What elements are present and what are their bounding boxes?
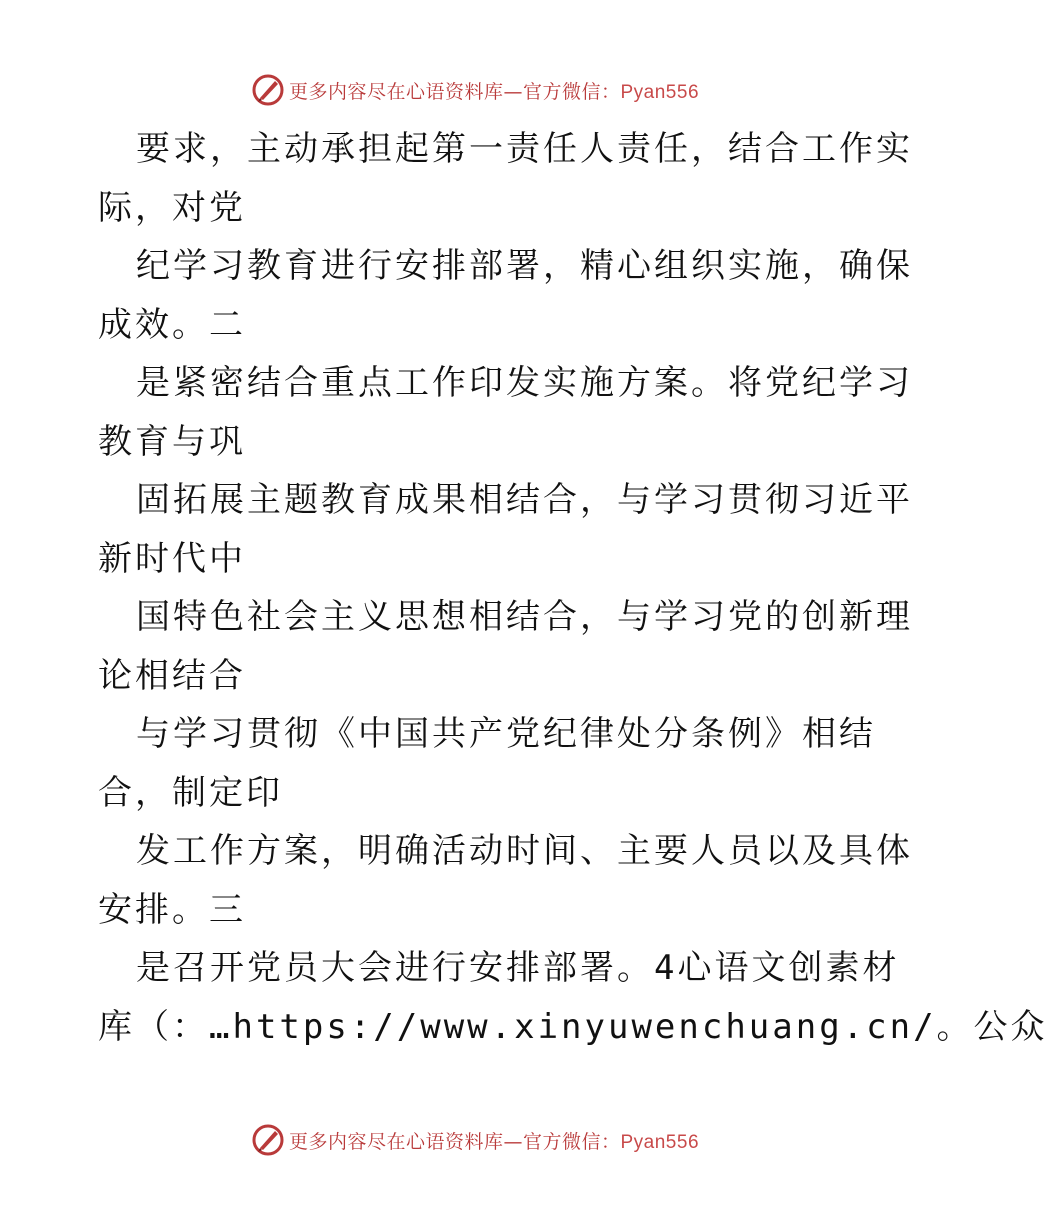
footer-account: Pyan556 xyxy=(620,1131,700,1153)
body-line: 国特色社会主义思想相结合，与学习党的创新理 xyxy=(136,597,913,637)
header-wechat-label: 官方微信： xyxy=(522,80,621,103)
body-line: 固拓展主题教育成果相结合，与学习贯彻习近平 xyxy=(136,480,913,520)
footer-wechat-label: 官方微信： xyxy=(522,1130,621,1153)
footer-banner-text xyxy=(289,1127,699,1154)
body-line: 是召开党员大会进行安排部署。4心语文创素材 xyxy=(136,948,900,988)
body-line: 合，制定印 xyxy=(98,772,283,813)
body-line: 成效。二 xyxy=(98,304,246,345)
footer-brand-text: 更多内容尽在心语资料库 xyxy=(288,1130,504,1153)
footer-separator: — xyxy=(503,1130,523,1153)
body-line: 教育与巩 xyxy=(98,421,246,462)
header-banner-text xyxy=(289,77,699,104)
header-brand-text: 更多内容尽在心语资料库 xyxy=(288,80,504,103)
body-line: 库（：…https://www.xinyuwenchuang.cn/。公众 xyxy=(98,1006,1048,1047)
document-body xyxy=(98,120,1048,1056)
header-separator: — xyxy=(503,80,523,103)
header-account: Pyan556 xyxy=(620,81,700,103)
body-line: 际，对党 xyxy=(98,187,246,228)
body-line: 纪学习教育进行安排部署，精心组织实施，确保 xyxy=(136,246,913,286)
body-line: 论相结合 xyxy=(98,655,246,696)
body-line: 是紧密结合重点工作印发实施方案。将党纪学习 xyxy=(136,363,913,403)
body-line: 新时代中 xyxy=(98,538,246,579)
footer-banner xyxy=(0,1120,950,1160)
body-line: 要求，主动承担起第一责任人责任，结合工作实 xyxy=(136,129,913,169)
quill-logo-icon xyxy=(251,1123,285,1157)
body-line: 与学习贯彻《中国共产党纪律处分条例》相结 xyxy=(136,714,876,754)
quill-logo-icon xyxy=(251,73,285,107)
body-line: 安排。三 xyxy=(98,889,246,930)
body-line: 发工作方案，明确活动时间、主要人员以及具体 xyxy=(136,831,913,871)
header-banner xyxy=(0,70,950,110)
